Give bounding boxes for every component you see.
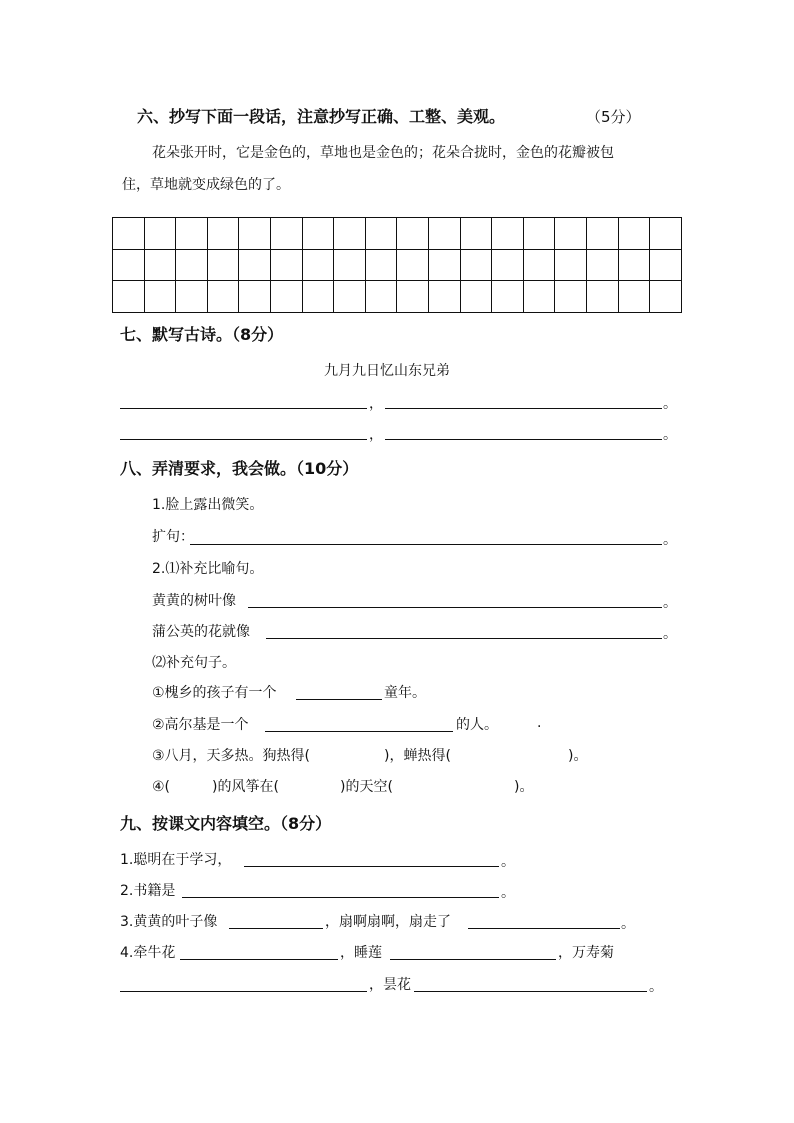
copy-writing-grid[interactable] <box>112 217 682 313</box>
grid-cell[interactable] <box>587 218 619 250</box>
q8-1-label: 扩句： <box>152 529 194 545</box>
q8-2b-prompt: 蒲公英的花就像 <box>152 624 250 640</box>
grid-cell[interactable] <box>524 281 556 313</box>
grid-cell[interactable] <box>334 281 366 313</box>
q9-4-blank-d[interactable] <box>414 991 647 992</box>
q8-3-4-part-c: )的天空( <box>340 779 393 795</box>
poem-title: 九月九日忆山东兄弟 <box>324 363 450 379</box>
grid-cell[interactable] <box>619 218 651 250</box>
grid-cell[interactable] <box>429 218 461 250</box>
poem-line-1-period: 。 <box>663 396 677 412</box>
poem-line-2-blank-b[interactable] <box>385 439 662 440</box>
grid-cell[interactable] <box>555 218 587 250</box>
q9-4-period: 。 <box>649 979 663 995</box>
q8-3-heading: ⑵补充句子。 <box>152 655 236 671</box>
q9-2-period: 。 <box>501 885 515 901</box>
grid-cell[interactable] <box>334 250 366 282</box>
q8-3-1-blank[interactable] <box>296 699 382 700</box>
q9-4-blank-c[interactable] <box>120 991 367 992</box>
q8-3-1-suffix: 童年。 <box>384 685 426 701</box>
q9-4-blank-b[interactable] <box>390 959 556 960</box>
grid-cell[interactable] <box>492 281 524 313</box>
q9-1-blank[interactable] <box>244 866 499 867</box>
grid-cell[interactable] <box>555 250 587 282</box>
grid-cell[interactable] <box>303 281 335 313</box>
grid-cell[interactable] <box>429 281 461 313</box>
grid-cell[interactable] <box>619 281 651 313</box>
grid-cell[interactable] <box>208 281 240 313</box>
q8-2b-blank[interactable] <box>266 638 662 639</box>
section-6-passage-line-1: 花朵张开时，它是金色的，草地也是金色的；花朵合拢时，金色的花瓣被包 <box>152 145 614 161</box>
q8-3-2-dot: . <box>537 715 542 731</box>
q8-3-2-suffix: 的人。 <box>456 717 498 733</box>
grid-cell[interactable] <box>461 281 493 313</box>
q8-3-2-prefix: ②高尔基是一个 <box>152 717 249 733</box>
q9-3-prompt-b: ，扇啊扇啊，扇走了 <box>325 914 451 930</box>
q8-2a-blank[interactable] <box>248 607 662 608</box>
q8-1-period: 。 <box>663 532 677 548</box>
grid-cell[interactable] <box>619 250 651 282</box>
q9-3-blank-b[interactable] <box>468 928 620 929</box>
q9-1-prompt: 1.聪明在于学习， <box>120 852 232 868</box>
q8-2b-period: 。 <box>663 626 677 642</box>
poem-line-2-blank-a[interactable] <box>120 439 367 440</box>
grid-cell[interactable] <box>397 281 429 313</box>
q8-3-1-prefix: ①槐乡的孩子有一个 <box>152 685 277 701</box>
grid-cell[interactable] <box>113 218 145 250</box>
grid-cell[interactable] <box>239 218 271 250</box>
section-6-passage-line-2: 住，草地就变成绿色的了。 <box>122 177 290 193</box>
q8-2a-prompt: 黄黄的树叶像 <box>152 593 236 609</box>
grid-cell[interactable] <box>492 250 524 282</box>
q9-4-prompt-d: ，昙花 <box>369 977 411 993</box>
q8-3-3-part-a: ③八月，天多热。狗热得( <box>152 748 311 764</box>
section-8-title: 八、弄清要求，我会做。（10分） <box>120 459 359 478</box>
q9-4-prompt-b: ，睡莲 <box>340 945 382 961</box>
grid-cell[interactable] <box>366 218 398 250</box>
grid-cell[interactable] <box>397 218 429 250</box>
q8-1-sentence: 1.脸上露出微笑。 <box>152 497 264 513</box>
grid-cell[interactable] <box>524 250 556 282</box>
q8-3-3-part-b: )，蝉热得( <box>384 748 451 764</box>
grid-cell[interactable] <box>650 218 682 250</box>
grid-cell[interactable] <box>271 218 303 250</box>
q9-4-prompt-c: ，万寿菊 <box>558 945 614 961</box>
grid-cell[interactable] <box>587 281 619 313</box>
poem-line-2-period: 。 <box>663 427 677 443</box>
grid-cell[interactable] <box>271 250 303 282</box>
q8-3-4-part-b: )的风筝在( <box>212 779 279 795</box>
grid-cell[interactable] <box>176 218 208 250</box>
grid-cell[interactable] <box>587 250 619 282</box>
section-6-score: （5分） <box>586 108 641 126</box>
grid-cell[interactable] <box>650 281 682 313</box>
poem-line-1-comma: ， <box>369 396 383 412</box>
q8-3-4-part-a: ④( <box>152 779 171 795</box>
q9-1-period: 。 <box>501 854 515 870</box>
q8-3-3-part-c: )。 <box>568 748 588 764</box>
grid-cell[interactable] <box>303 250 335 282</box>
grid-cell[interactable] <box>145 281 177 313</box>
grid-cell[interactable] <box>176 250 208 282</box>
grid-cell[interactable] <box>429 250 461 282</box>
q8-2-heading: 2.⑴补充比喻句。 <box>152 561 264 577</box>
grid-cell[interactable] <box>176 281 208 313</box>
grid-cell[interactable] <box>303 218 335 250</box>
grid-cell[interactable] <box>397 250 429 282</box>
q8-3-4-part-d: )。 <box>514 779 534 795</box>
grid-cell[interactable] <box>208 250 240 282</box>
q9-3-period: 。 <box>621 916 635 932</box>
q9-4-prompt-a: 4.牵牛花 <box>120 945 176 961</box>
grid-cell[interactable] <box>239 250 271 282</box>
section-6-title: 六、抄写下面一段话，注意抄写正确、工整、美观。 <box>137 107 506 126</box>
section-7-title: 七、默写古诗。（8分） <box>120 325 284 344</box>
grid-cell[interactable] <box>461 218 493 250</box>
q8-1-blank[interactable] <box>190 544 662 545</box>
grid-cell[interactable] <box>145 250 177 282</box>
poem-line-1-blank-a[interactable] <box>120 408 367 409</box>
q8-2a-period: 。 <box>663 595 677 611</box>
q8-3-2-blank[interactable] <box>265 731 453 732</box>
grid-cell[interactable] <box>145 218 177 250</box>
grid-cell[interactable] <box>366 281 398 313</box>
grid-cell[interactable] <box>461 250 493 282</box>
section-9-title: 九、按课文内容填空。（8分） <box>120 814 332 833</box>
grid-cell[interactable] <box>366 250 398 282</box>
q9-2-prompt: 2.书籍是 <box>120 883 176 899</box>
poem-line-1-blank-b[interactable] <box>385 408 662 409</box>
grid-cell[interactable] <box>334 218 366 250</box>
grid-cell[interactable] <box>492 218 524 250</box>
grid-cell[interactable] <box>113 250 145 282</box>
grid-cell[interactable] <box>524 218 556 250</box>
poem-line-2-comma: ， <box>369 427 383 443</box>
grid-cell[interactable] <box>239 281 271 313</box>
grid-cell[interactable] <box>271 281 303 313</box>
q9-2-blank[interactable] <box>182 897 499 898</box>
q9-3-prompt-a: 3.黄黄的叶子像 <box>120 914 218 930</box>
grid-cell[interactable] <box>650 250 682 282</box>
grid-cell[interactable] <box>113 281 145 313</box>
q9-4-blank-a[interactable] <box>180 959 338 960</box>
grid-cell[interactable] <box>555 281 587 313</box>
q9-3-blank-a[interactable] <box>229 928 323 929</box>
grid-cell[interactable] <box>208 218 240 250</box>
